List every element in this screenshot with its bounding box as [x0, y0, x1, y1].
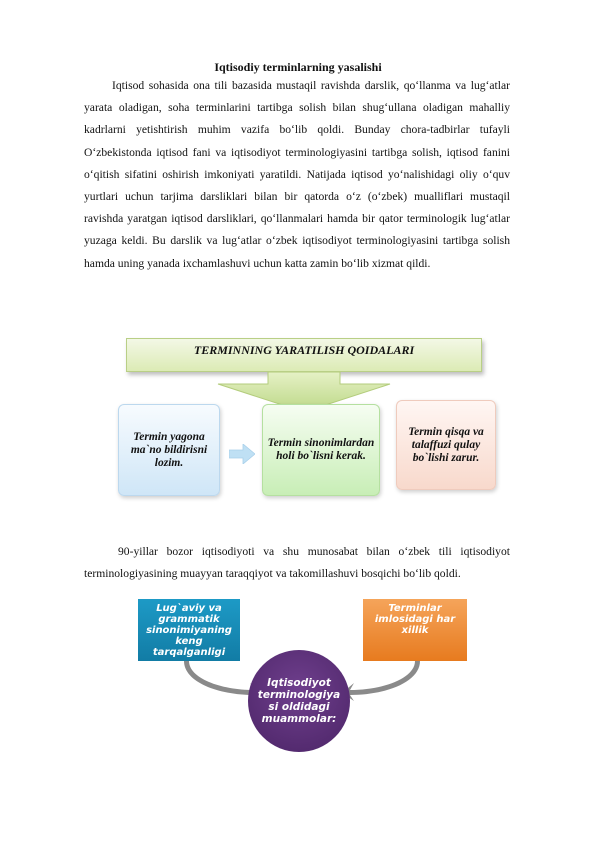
rule-box-short-pronounceable: Termin qisqa va talaffuzi qulay bo`lishi zarur.: [396, 400, 496, 490]
document-title: Iqtisodiy terminlarning yasalishi: [214, 60, 382, 74]
problems-center-circle: Iqtisodiyot terminologiya si oldidagi muammolar:: [248, 650, 350, 752]
problem-spelling-box: Terminlar imlosidagi har xillik: [363, 599, 467, 661]
paragraph-nineties: 90-yillar bozor iqtisodiyoti va shu munosabat bilan o‘zbek tili iqtisodiyot terminologiyasining muayyan taraqqiyot va takomillashuvi bosqichi bo‘lib qoldi.: [84, 545, 510, 581]
paragraph-intro: Iqtisod sohasida ona tili bazasida mustaqil ravishda darslik, qo‘llanma va lug‘atlar yarata oladigan, soha terminlarini tartibga solish bilan shug‘ullana oladigan mahalliy kadrlarni yetishtirish muhim vazifa bo‘lib qoldi. Bunday chora-tadbirlar tufayli O‘zbekistonda iqtisod fani va iqtisodiyot terminologiyasini tartibga solish, iqtisod fanini o‘qitish sifatini oshirish imkoniyati yaratildi. Natijada iqtisod yo‘nalishidagi oliy o‘quv yurtlari uchun tarjima darsliklari bilan bir qatorda o‘z (o‘zbek) mualliflari mustaqil ravishda yaratgan iqtisod darsliklari, qo‘llanmalari hamda bir qator terminologik lug‘atlar yuzaga keldi. Bu darslik va lug‘atlar o‘zbek iqtisodiyot terminologiyasini tartibga solish hamda uning yanada ixchamlashuvi uchun katta zamin bo‘lib xizmat qildi.: [84, 79, 510, 270]
rules-banner: TERMINNING YARATILISH QOIDALARI: [126, 338, 482, 372]
rule-box-no-synonyms: Termin sinonimlardan holi bo`lisni kerak.: [262, 404, 380, 496]
problem-synonymy-box: Lug`aviy va grammatik sinonimiyaning keng tarqalganligi: [138, 599, 240, 661]
rule-box-single-meaning: Termin yagona ma`no bildirisni lozim.: [118, 404, 220, 496]
